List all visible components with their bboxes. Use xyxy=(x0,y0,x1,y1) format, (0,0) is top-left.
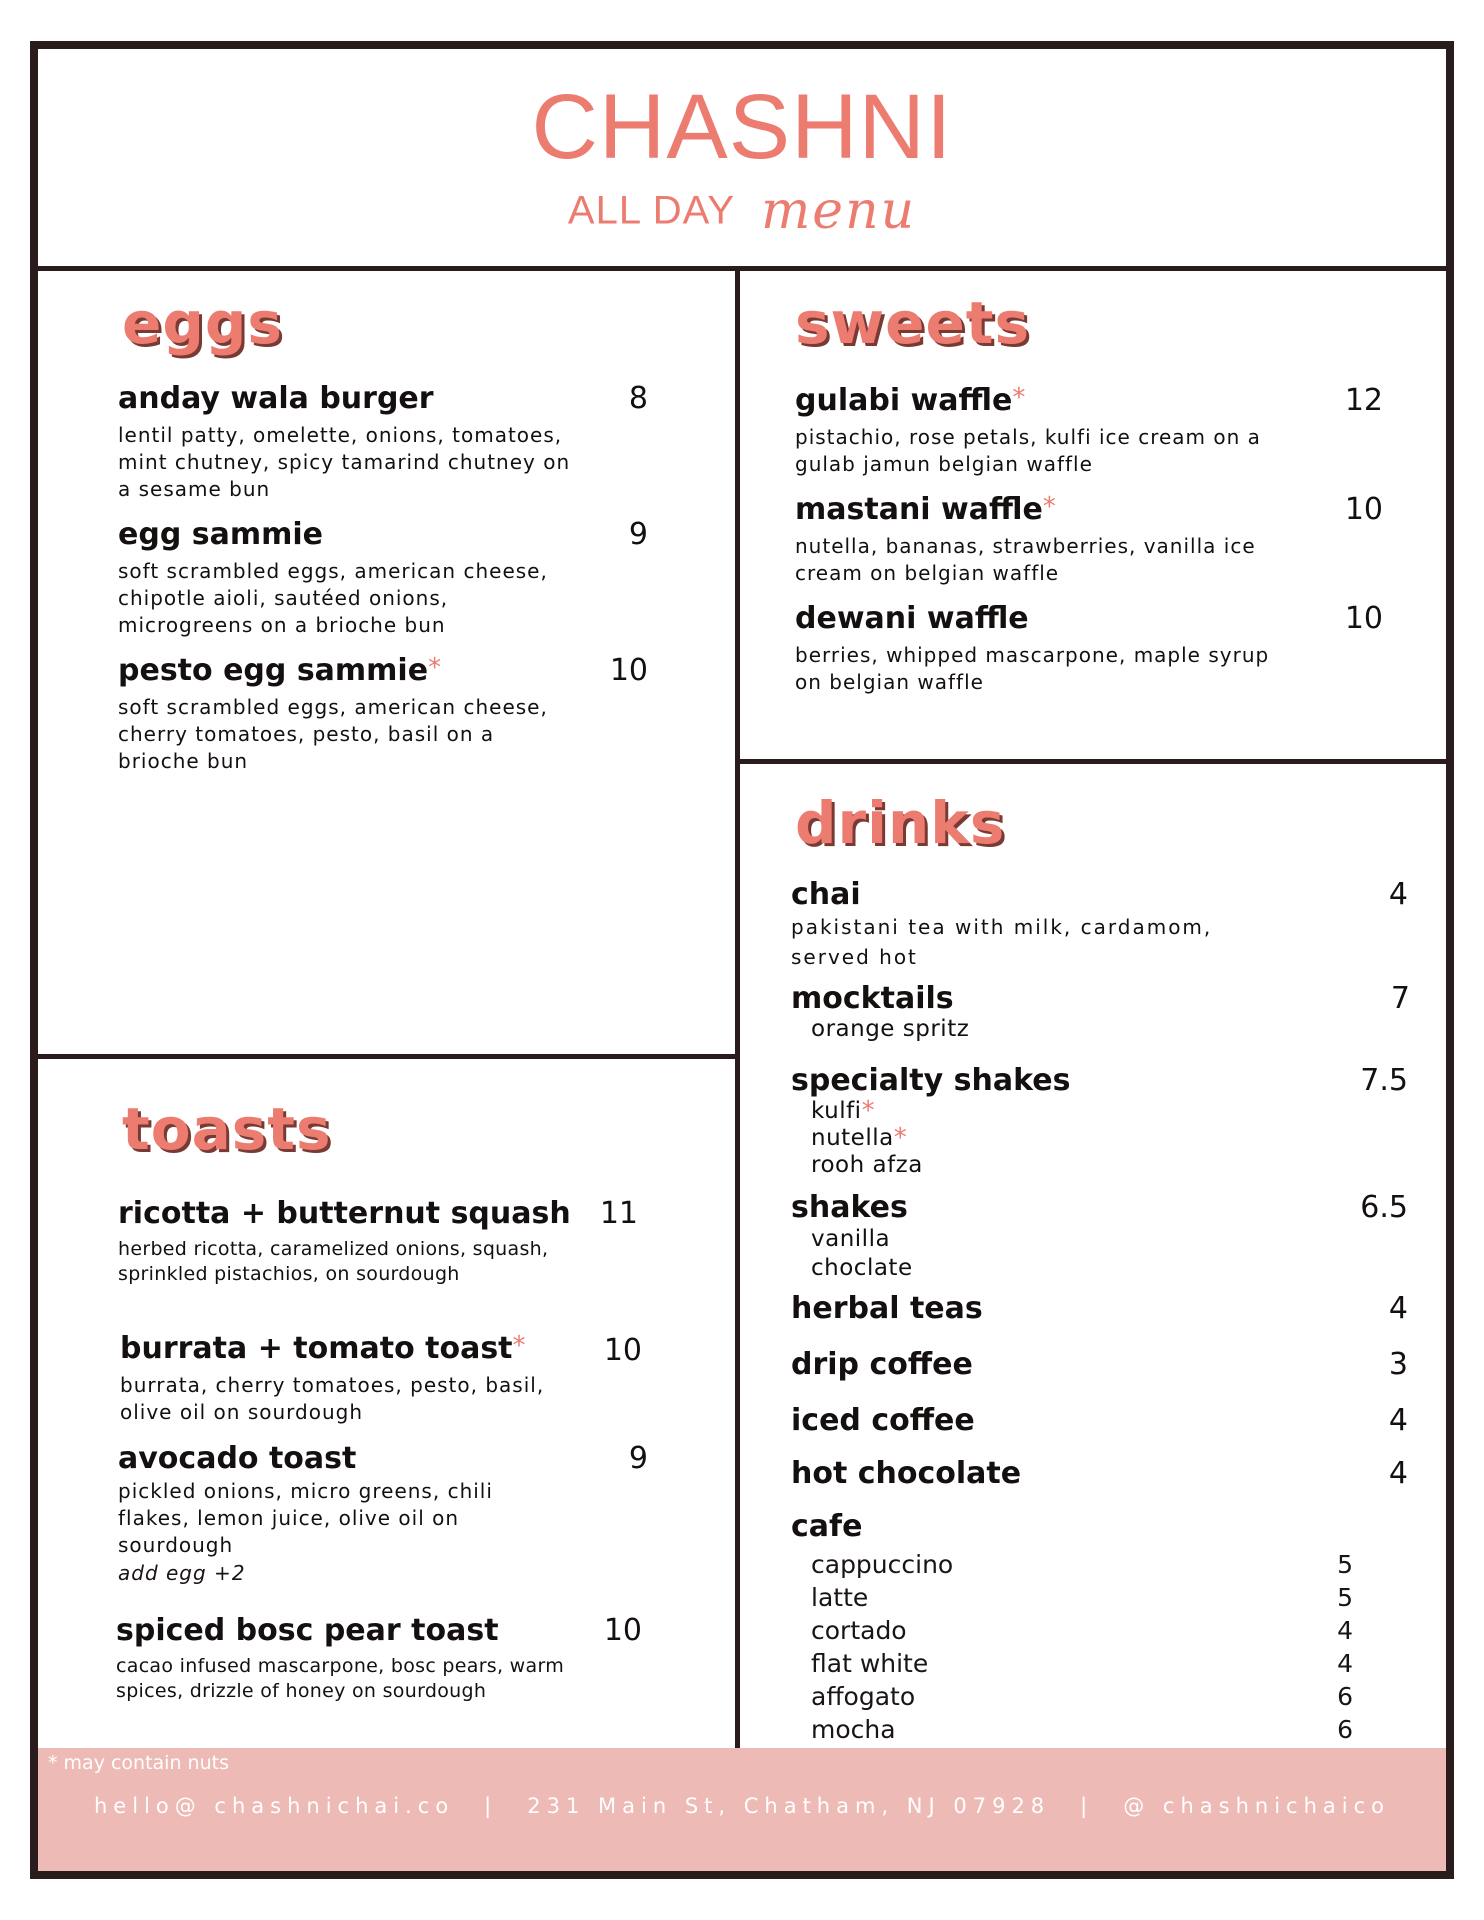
item-name: chai xyxy=(791,877,861,912)
menu-item xyxy=(795,601,1275,696)
menu-item xyxy=(118,517,578,639)
item-description: pickled onions, micro greens, chili flakes, lemon juice, olive oil on sourdough xyxy=(118,1479,493,1557)
item-description: herbed ricotta, caramelized onions, squash, sprinkled pistachios, on sourdough xyxy=(118,1238,549,1285)
separator: | xyxy=(484,1794,498,1818)
item-name: burrata + tomato toast* xyxy=(120,1331,526,1366)
item-price: 10 xyxy=(1344,492,1383,527)
menu-item xyxy=(116,1613,616,1704)
item-description: pakistani tea with milk, cardamom, served hot xyxy=(791,915,1213,969)
menu-item xyxy=(791,1063,1251,1179)
cafe-row: cappuccino 5 xyxy=(811,1550,1353,1579)
address-text: 231 Main St, Chatham, NJ 07928 xyxy=(527,1794,1051,1818)
menu-subtitle xyxy=(38,181,1446,241)
item-price: 10 xyxy=(609,653,648,688)
item-name: ricotta + butternut squash xyxy=(118,1196,571,1231)
eggs-toasts-divider xyxy=(38,1054,738,1059)
item-description: burrata, cherry tomatoes, pesto, basil, olive oil on sourdough xyxy=(120,1373,545,1424)
menu-item xyxy=(791,1347,973,1382)
menu-item xyxy=(795,383,1275,478)
sub-item: vanilla xyxy=(811,1226,891,1252)
item-price: 4 xyxy=(1388,1403,1408,1438)
nuts-note: * may contain nuts xyxy=(48,1752,229,1774)
cafe-row: cortado 4 xyxy=(811,1616,1353,1645)
item-name: gulabi waffle* xyxy=(795,383,1026,418)
item-name: specialty shakes xyxy=(791,1063,1071,1098)
sub-item: rooh afza xyxy=(811,1152,923,1178)
item-price: 10 xyxy=(603,1613,642,1648)
item-price: 12 xyxy=(1344,383,1383,418)
cafe-row: affogato 6 xyxy=(811,1682,1353,1711)
item-price: 4 xyxy=(1388,1291,1408,1326)
menu-item xyxy=(791,1291,983,1326)
menu-item xyxy=(118,653,548,775)
cafe-row: mocha 6 xyxy=(811,1715,1353,1744)
cafe-row: latte 5 xyxy=(811,1583,1353,1612)
menu-item xyxy=(791,1403,975,1438)
contact-line xyxy=(38,1794,1446,1818)
section-title-toasts: toasts xyxy=(122,1095,332,1163)
sub-item: kulfi* xyxy=(811,1096,876,1126)
subtitle-all-day: ALL DAY xyxy=(567,188,735,233)
item-name: cafe xyxy=(791,1509,863,1544)
item-name: drip coffee xyxy=(791,1347,973,1382)
item-price: 10 xyxy=(603,1333,642,1368)
sweets-drinks-divider xyxy=(738,759,1446,764)
item-price: 7.5 xyxy=(1360,1063,1408,1098)
social-handle-link[interactable]: @ chashnichaico xyxy=(1123,1794,1390,1818)
separator: | xyxy=(1080,1794,1094,1818)
column-divider xyxy=(735,266,740,1782)
menu-item xyxy=(795,492,1275,587)
section-title-sweets: sweets xyxy=(795,289,1031,357)
item-description: berries, whipped mascarpone, maple syrup on belgian waffle xyxy=(795,643,1270,694)
menu-item xyxy=(120,1331,600,1426)
menu-item xyxy=(118,381,578,503)
item-name: egg sammie xyxy=(118,517,323,552)
item-name: pesto egg sammie* xyxy=(118,653,442,688)
item-name: dewani waffle xyxy=(795,601,1029,636)
sub-item: choclate xyxy=(811,1255,913,1281)
menu-item xyxy=(791,981,1251,1043)
item-name: mocktails xyxy=(791,981,954,1016)
menu-item xyxy=(118,1196,571,1287)
item-price: 11 xyxy=(599,1196,638,1231)
cafe-list xyxy=(791,1548,1353,1779)
item-price: 6.5 xyxy=(1360,1190,1408,1225)
item-description: soft scrambled eggs, american cheese, cherry tomatoes, pesto, basil on a brioche bun xyxy=(118,695,548,773)
menu-frame xyxy=(30,41,1454,1879)
section-title-drinks: drinks xyxy=(795,789,1006,857)
menu-item xyxy=(791,877,1251,972)
item-name: mastani waffle* xyxy=(795,492,1056,527)
cafe-section xyxy=(791,1509,1353,1779)
menu-item xyxy=(791,1456,1021,1491)
item-description: nutella, bananas, strawberries, vanilla ice cream on belgian waffle xyxy=(795,534,1256,585)
item-addon: add egg +2 xyxy=(118,1561,246,1585)
item-name: hot chocolate xyxy=(791,1456,1022,1491)
item-name: herbal teas xyxy=(791,1291,983,1326)
item-name: avocado toast xyxy=(118,1441,357,1476)
sub-item: orange spritz xyxy=(811,1016,970,1042)
menu-item xyxy=(791,1190,1251,1283)
item-price: 4 xyxy=(1388,877,1408,912)
item-description: cacao infused mascarpone, bosc pears, warm spices, drizzle of honey on sourdough xyxy=(116,1655,565,1702)
item-price: 3 xyxy=(1388,1347,1408,1382)
item-name: anday wala burger xyxy=(118,381,434,416)
email-link[interactable]: hello@ chashnichai.co xyxy=(94,1794,455,1818)
item-name: spiced bosc pear toast xyxy=(116,1613,499,1648)
cafe-row: flat white 4 xyxy=(811,1649,1353,1678)
item-name: iced coffee xyxy=(791,1403,975,1438)
header-divider xyxy=(38,266,1446,271)
item-price: 9 xyxy=(628,1441,648,1476)
menu-item xyxy=(118,1441,538,1585)
footer-bar xyxy=(38,1748,1446,1871)
item-description: pistachio, rose petals, kulfi ice cream on a gulab jamun belgian waffle xyxy=(795,425,1261,476)
item-name: shakes xyxy=(791,1190,908,1225)
item-price: 9 xyxy=(628,517,648,552)
item-price: 8 xyxy=(628,381,648,416)
item-description: lentil patty, omelette, onions, tomatoes, mint chutney, spicy tamarind chutney on a sesame bun xyxy=(118,423,571,501)
brand-title: CHASHNI xyxy=(531,76,953,178)
item-description: soft scrambled eggs, american cheese, chipotle aioli, sautéed onions, microgreens on a brioche bun xyxy=(118,559,548,637)
item-price: 10 xyxy=(1344,601,1383,636)
section-title-eggs: eggs xyxy=(122,289,283,357)
subtitle-script-menu: menu xyxy=(761,181,917,241)
item-price: 7 xyxy=(1390,981,1410,1016)
item-price: 4 xyxy=(1388,1456,1408,1491)
sub-item: nutella* xyxy=(811,1123,908,1153)
